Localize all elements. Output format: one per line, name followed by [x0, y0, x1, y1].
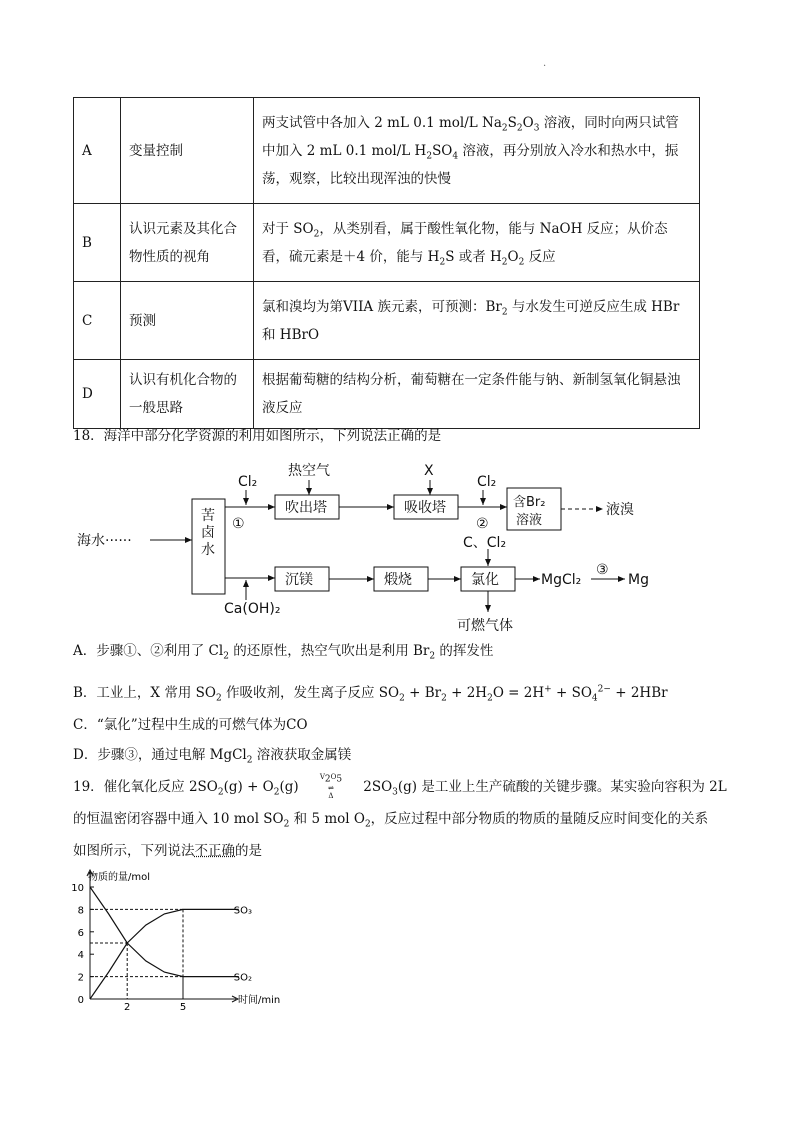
- option-content: 两支试管中各加入 2 mL 0.1 mol/L $Na_2S_2O_3$ 溶液，同时向两只试管中加入 2 mL 0.1 mol/L $H_2SO_4$ 溶液，再分别放入冷水和热水中，振荡，观察，比较出现浑浊的快慢: [254, 98, 700, 204]
- step2-label: ②: [476, 516, 489, 532]
- br-solution-label-2: 溶液: [516, 513, 543, 528]
- option-topic: 预测: [121, 282, 254, 360]
- step1-label: ①: [232, 516, 245, 532]
- mgcl2-label: MgCl₂: [541, 572, 582, 588]
- bitter-label-3: 水: [201, 542, 215, 558]
- option-letter: C: [74, 282, 121, 360]
- c-cl2-label: C、Cl₂: [463, 535, 507, 551]
- option-letter: B: [74, 204, 121, 282]
- flammable-gas-label: 可燃气体: [457, 618, 513, 634]
- amount-time-chart: [60, 866, 320, 1016]
- series-label: SO₃: [233, 905, 253, 917]
- table-row: [74, 98, 700, 204]
- x-tick-label: 5: [179, 1002, 187, 1013]
- table-row: [74, 360, 700, 429]
- option-topic: 认识元素及其化合物性质的视角: [121, 204, 254, 282]
- q19-line1: 19．催化氧化反应 $2SO_2(g) + O_2(g)$ $V_2O_5$ ⇌ Δ $2SO_3(g)$ 是工业上生产硫酸的关键步骤。某实验向容积为 2L: [73, 772, 727, 800]
- blow-tower-label: 吹出塔: [285, 500, 327, 516]
- hot-air-label: 热空气: [288, 463, 330, 479]
- step3-label: ③: [596, 562, 609, 578]
- option-topic: 认识有机化合物的一般思路: [121, 360, 254, 429]
- y-tick-label: 0: [77, 995, 84, 1006]
- ca-oh2-label: Ca(OH)₂: [224, 601, 281, 617]
- y-tick-label: 8: [77, 905, 84, 917]
- table-row: [74, 204, 700, 282]
- q18-option: D．步骤③，通过电解 MgCl$_2$ 溶液获取金属镁: [73, 747, 352, 766]
- series-label: SO₂: [233, 972, 253, 984]
- series-line-SO₃: [90, 909, 239, 999]
- seawater-label: 海水: [77, 533, 105, 549]
- bitter-label-1: 苦: [201, 508, 215, 524]
- mg-label: Mg: [628, 572, 649, 588]
- y-tick-label: 2: [77, 972, 84, 984]
- cl2-label-a: Cl₂: [238, 474, 258, 490]
- x-tick-label: 2: [124, 1002, 131, 1013]
- q19-line3: 如图所示，下列说法不正确的是: [73, 843, 262, 859]
- option-topic: 变量控制: [121, 98, 254, 204]
- page-marker: .: [543, 58, 547, 69]
- x-axis-label: 时间/min: [238, 995, 281, 1006]
- q18-option: A．步骤①、②利用了 $Cl_2$ 的还原性，热空气吹出是利用 $Br_2$ 的挥发性: [73, 643, 494, 662]
- option-content: 对于 $SO_2$，从类别看，属于酸性氧化物，能与 NaOH 反应；从价态看，硫元素是＋4 价，能与 $H_2S$ 或者 $H_2O_2$ 反应: [254, 204, 700, 282]
- y-tick-label: 10: [71, 883, 84, 894]
- bitter-label-2: 卤: [201, 525, 215, 541]
- x-label: X: [424, 463, 434, 479]
- y-tick-label: 4: [77, 950, 84, 962]
- absorb-tower-label: 吸收塔: [404, 500, 446, 516]
- q18-option: C．“氯化”过程中生成的可燃气体为CO: [73, 717, 308, 733]
- q18-stem: 18．海洋中部分化学资源的利用如图所示，下列说法正确的是: [73, 428, 442, 444]
- svg-text:海水······: 海水······: [77, 533, 132, 549]
- option-content: 根据葡萄糖的结构分析，葡萄糖在一定条件能与钠、新制氢氧化铜悬浊液反应: [254, 360, 700, 429]
- cl2-label-b: Cl₂: [477, 474, 497, 490]
- y-axis-label: 物质的量/mol: [88, 872, 151, 883]
- chlorinate-label: 氯化: [471, 572, 499, 588]
- y-tick-label: 6: [77, 927, 84, 939]
- q19-line2: 的恒温密闭容器中通入 10 mol $SO_2$ 和 5 mol $O_2$，反应过程中部分物质的物质的量随反应时间变化的关系: [73, 811, 709, 830]
- liquid-br-label: 液溴: [606, 502, 634, 518]
- option-content: 氯和溴均为第VIIA 族元素，可预测：$Br_2$ 与水发生可逆反应生成 HBr 和 HBrO: [254, 282, 700, 360]
- bromine-magnesium-flow-diagram: [0, 448, 800, 648]
- calcine-label: 煅烧: [384, 572, 412, 588]
- option-letter: A: [74, 98, 121, 204]
- options-table: [73, 97, 700, 429]
- br-solution-label-1: 含Br₂: [513, 495, 546, 510]
- series-line-SO₂: [90, 887, 239, 977]
- table-row: [74, 282, 700, 360]
- q18-option: B．工业上，X 常用 $SO_2$ 作吸收剂，发生离子反应 $SO_2 + Br_2 + 2H_2O = 2H^+ + SO_4^{2-} + 2HBr$: [73, 684, 668, 704]
- precip-mg-label: 沉镁: [285, 572, 313, 588]
- option-letter: D: [74, 360, 121, 429]
